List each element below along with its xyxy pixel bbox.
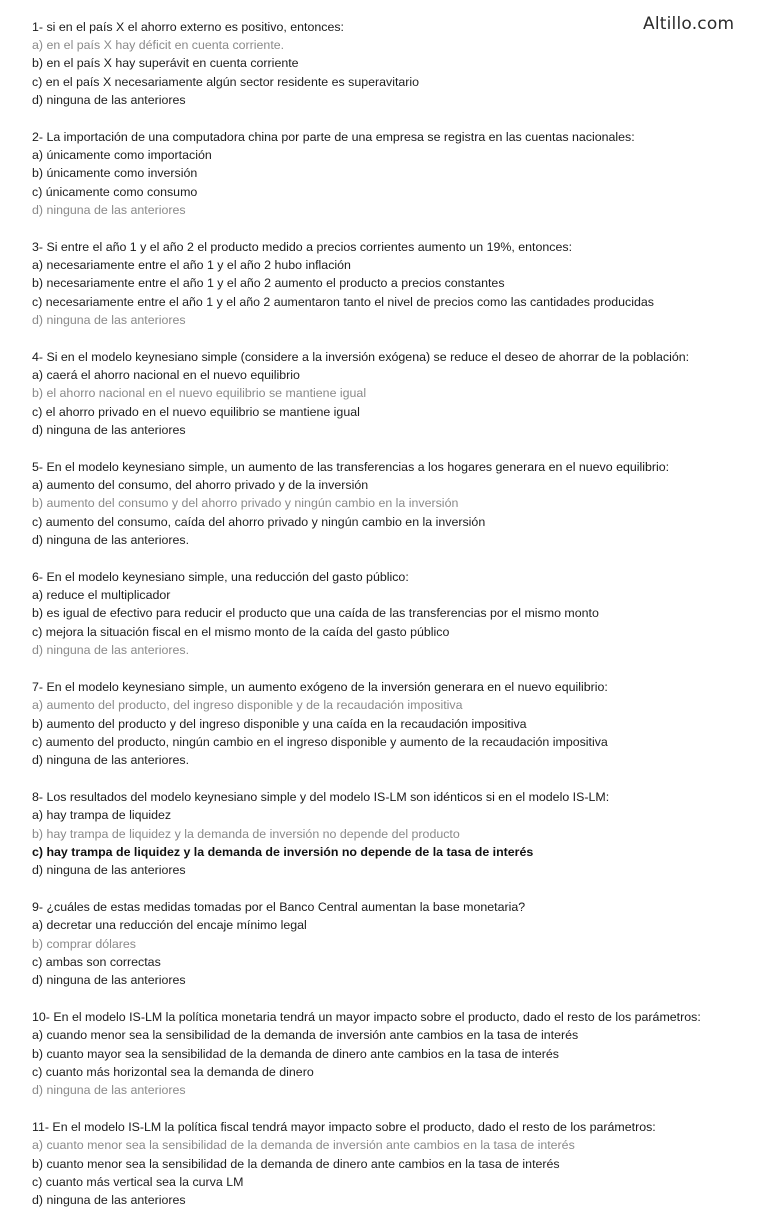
option-d: d) ninguna de las anteriores. (32, 752, 190, 767)
option-c: c) ambas son correctas (32, 954, 161, 969)
option-a: a) caerá el ahorro nacional en el nuevo equilibrio (32, 368, 300, 383)
option-c: c) únicamente como consumo (32, 184, 198, 199)
option-b: b) el ahorro nacional en el nuevo equilibrio se mantiene igual (32, 386, 367, 401)
question-8 (32, 788, 777, 879)
option-a: a) en el país X hay déficit en cuenta corriente. (32, 38, 285, 53)
question-stem: 3- Si entre el año 1 y el año 2 el producto medido a precios corrientes aumento un 19%, entonces: (32, 240, 573, 255)
question-stem: 6- En el modelo keynesiano simple, una reducción del gasto público: (32, 570, 409, 585)
question-stem: 10- En el modelo IS-LM la política monetaria tendrá un mayor impacto sobre el producto, dado el resto de los parámetros: (32, 1010, 701, 1025)
option-c: c) mejora la situación fiscal en el mismo monto de la caída del gasto público (32, 624, 450, 639)
option-a: a) necesariamente entre el año 1 y el año 2 hubo inflación (32, 258, 351, 273)
question-stem: 11- En el modelo IS-LM la política fiscal tendrá mayor impacto sobre el producto, dado el resto de los parámetros: (32, 1120, 656, 1135)
option-b: b) comprar dólares (32, 936, 136, 951)
question-1 (32, 18, 777, 109)
question-list (32, 18, 777, 1228)
option-c: c) en el país X necesariamente algún sector residente es superavitario (32, 74, 420, 89)
option-d: d) ninguna de las anteriores (32, 312, 186, 327)
option-d: d) ninguna de las anteriores. (32, 642, 190, 657)
option-d: d) ninguna de las anteriores (32, 1082, 186, 1097)
question-stem: 5- En el modelo keynesiano simple, un aumento de las transferencias a los hogares generara en el nuevo equilibrio: (32, 460, 670, 475)
option-b: b) únicamente como inversión (32, 166, 198, 181)
question-7 (32, 678, 777, 769)
question-6 (32, 568, 777, 659)
option-a: a) cuanto menor sea la sensibilidad de la demanda de inversión ante cambios en la tasa de interés (32, 1138, 575, 1153)
option-a: a) hay trampa de liquidez (32, 808, 172, 823)
option-b: b) aumento del consumo y del ahorro privado y ningún cambio en la inversión (32, 496, 459, 511)
question-stem: 9- ¿cuáles de estas medidas tomadas por el Banco Central aumentan la base monetaria? (32, 900, 526, 915)
option-b: b) cuanto mayor sea la sensibilidad de la demanda de dinero ante cambios en la tasa de interés (32, 1046, 559, 1061)
option-b: b) es igual de efectivo para reducir el producto que una caída de las transferencias por el mismo monto (32, 606, 599, 621)
option-d: d) ninguna de las anteriores. (32, 532, 190, 547)
option-d: d) ninguna de las anteriores (32, 92, 186, 107)
option-c: c) aumento del producto, ningún cambio en el ingreso disponible y aumento de la recaudación impositiva (32, 734, 608, 749)
question-11 (32, 1118, 777, 1209)
option-a: a) cuando menor sea la sensibilidad de la demanda de inversión ante cambios en la tasa de interés (32, 1028, 579, 1043)
option-c: c) necesariamente entre el año 1 y el año 2 aumentaron tanto el nivel de precios como las cantidades producidas (32, 294, 654, 309)
option-b: b) necesariamente entre el año 1 y el año 2 aumento el producto a precios constantes (32, 276, 505, 291)
option-a: a) decretar una reducción del encaje mínimo legal (32, 918, 307, 933)
option-b: b) cuanto menor sea la sensibilidad de la demanda de dinero ante cambios en la tasa de interés (32, 1156, 560, 1171)
watermark: Altillo.com (643, 14, 735, 34)
question-2 (32, 128, 777, 219)
option-c: c) cuanto más vertical sea la curva LM (32, 1174, 244, 1189)
option-c: c) hay trampa de liquidez y la demanda de inversión no depende de la tasa de interés (32, 844, 534, 859)
question-stem: 8- Los resultados del modelo keynesiano simple y del modelo IS-LM son idénticos si en el modelo IS-LM: (32, 790, 610, 805)
question-9 (32, 898, 777, 989)
option-d: d) ninguna de las anteriores (32, 202, 186, 217)
option-a: a) aumento del producto, del ingreso disponible y de la recaudación impositiva (32, 698, 463, 713)
option-d: d) ninguna de las anteriores (32, 862, 186, 877)
option-c: c) cuanto más horizontal sea la demanda de dinero (32, 1064, 314, 1079)
option-b: b) aumento del producto y del ingreso disponible y una caída en la recaudación impositiva (32, 716, 527, 731)
option-b: b) en el país X hay superávit en cuenta corriente (32, 56, 299, 71)
option-d: d) ninguna de las anteriores (32, 972, 186, 987)
question-stem: 4- Si en el modelo keynesiano simple (considere a la inversión exógena) se reduce el deseo de ahorrar de la población: (32, 350, 690, 365)
question-stem: 2- La importación de una computadora china por parte de una empresa se registra en las cuentas nacionales: (32, 130, 635, 145)
option-c: c) el ahorro privado en el nuevo equilibrio se mantiene igual (32, 404, 360, 419)
question-4 (32, 348, 777, 439)
option-a: a) reduce el multiplicador (32, 588, 171, 603)
question-stem: 1- si en el país X el ahorro externo es positivo, entonces: (32, 20, 345, 34)
option-c: c) aumento del consumo, caída del ahorro privado y ningún cambio en la inversión (32, 514, 486, 529)
option-d: d) ninguna de las anteriores (32, 422, 186, 437)
option-d: d) ninguna de las anteriores (32, 1192, 186, 1207)
question-10 (32, 1008, 777, 1099)
option-a: a) únicamente como importación (32, 148, 212, 163)
question-stem: 7- En el modelo keynesiano simple, un aumento exógeno de la inversión generara en el nuevo equilibrio: (32, 680, 608, 695)
question-3 (32, 238, 777, 329)
option-a: a) aumento del consumo, del ahorro privado y de la inversión (32, 478, 369, 493)
question-5 (32, 458, 777, 549)
option-b: b) hay trampa de liquidez y la demanda de inversión no depende del producto (32, 826, 460, 841)
